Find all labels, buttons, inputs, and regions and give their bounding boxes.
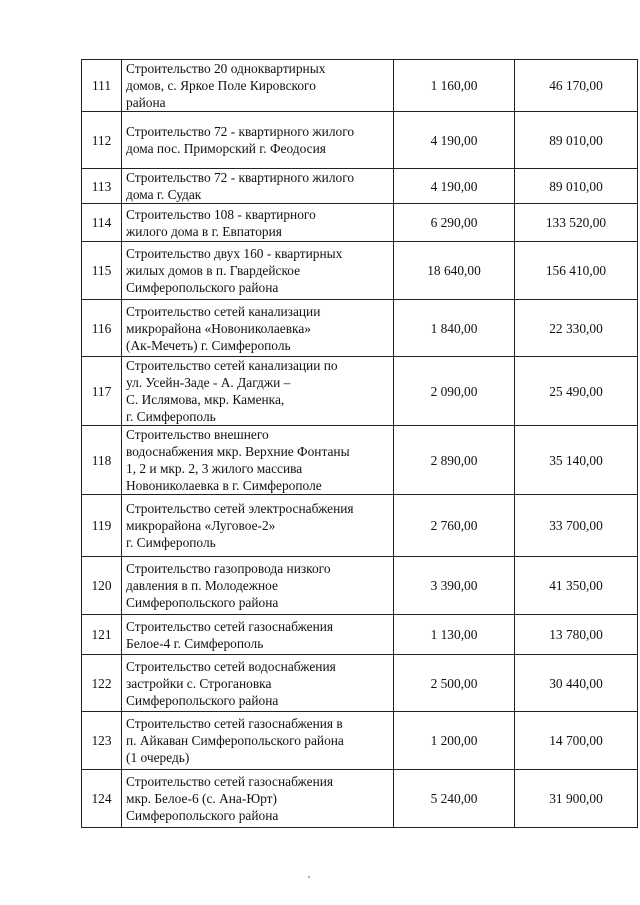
object-name-line: Новониколаевка в г. Симферополе [126, 478, 322, 493]
amount-value-1: 2 090,00 [394, 357, 515, 426]
object-name [122, 60, 394, 112]
object-name [122, 357, 394, 426]
object-name-line: жилого дома в г. Евпатория [126, 223, 282, 239]
objects-table [81, 59, 638, 828]
object-name-line: Строительство газопровода низкого [126, 561, 331, 576]
table-body [82, 60, 638, 828]
amount-value-1: 5 240,00 [394, 770, 515, 828]
object-name-line: Строительство сетей канализации по [126, 358, 338, 373]
object-name-line: микрорайона «Луговое-2» [126, 518, 276, 533]
amount-value-2: 30 440,00 [515, 655, 638, 712]
object-name [122, 495, 394, 557]
object-name [122, 242, 394, 300]
object-name [122, 112, 394, 169]
object-name-line: Строительство сетей канализации [126, 303, 321, 319]
amount-value-2: 133 520,00 [515, 204, 638, 242]
object-name-line: мкр. Белое-6 (с. Ана-Юрт) [126, 791, 277, 806]
amount-value-2: 22 330,00 [515, 300, 638, 357]
object-name [122, 615, 394, 655]
row-number: 120 [82, 557, 122, 615]
object-name [122, 204, 394, 242]
object-name [122, 300, 394, 357]
object-name [122, 655, 394, 712]
table-row [82, 204, 638, 242]
object-name-line: 1, 2 и мкр. 2, 3 жилого массива [126, 461, 303, 476]
table-row [82, 712, 638, 770]
row-number: 112 [82, 112, 122, 169]
object-name-line: Симферопольского района [126, 280, 279, 295]
table-row [82, 60, 638, 112]
object-name-line: Строительство 72 - квартирного жилого [126, 124, 355, 139]
object-name [122, 712, 394, 770]
row-number: 115 [82, 242, 122, 300]
table-row [82, 242, 638, 300]
amount-value-1: 1 160,00 [394, 60, 515, 112]
object-name [122, 557, 394, 615]
amount-value-2: 46 170,00 [515, 60, 638, 112]
object-name [122, 426, 394, 495]
table-row [82, 615, 638, 655]
object-name-line: ул. Усейн-Заде - А. Дагджи – [126, 375, 291, 390]
object-name-line: Строительство сетей электроснабжения [126, 501, 354, 516]
object-name-line: микрорайона «Новониколаевка» [126, 320, 311, 336]
object-name [122, 169, 394, 204]
table-row [82, 495, 638, 557]
row-number: 116 [82, 300, 122, 357]
row-number: 114 [82, 204, 122, 242]
amount-value-1: 1 200,00 [394, 712, 515, 770]
amount-value-2: 156 410,00 [515, 242, 638, 300]
object-name-line: п. Айкаван Симферопольского района [126, 733, 344, 748]
object-name-line: жилых домов в п. Гвардейское [126, 263, 301, 278]
row-number: 122 [82, 655, 122, 712]
amount-value-2: 31 900,00 [515, 770, 638, 828]
object-name-line: Строительство сетей газоснабжения [126, 618, 334, 634]
object-name-line: Строительство сетей газоснабжения [126, 774, 334, 789]
row-number: 117 [82, 357, 122, 426]
table-row [82, 770, 638, 828]
amount-value-2: 13 780,00 [515, 615, 638, 655]
row-number: 111 [82, 60, 122, 112]
amount-value-1: 2 760,00 [394, 495, 515, 557]
object-name-line: г. Симферополь [126, 409, 216, 424]
amount-value-1: 2 890,00 [394, 426, 515, 495]
object-name-line: давления в п. Молодежное [126, 578, 278, 593]
table-row [82, 169, 638, 204]
amount-value-2: 25 490,00 [515, 357, 638, 426]
amount-value-1: 4 190,00 [394, 112, 515, 169]
object-name-line: (Ак-Мечеть) г. Симферополь [126, 337, 291, 353]
amount-value-2: 14 700,00 [515, 712, 638, 770]
object-name-line: Симферопольского района [126, 808, 279, 823]
table-row [82, 426, 638, 495]
table-row [82, 300, 638, 357]
row-number: 121 [82, 615, 122, 655]
amount-value-2: 35 140,00 [515, 426, 638, 495]
object-name-line: домов, с. Яркое Поле Кировского [126, 78, 316, 93]
object-name-line: Симферопольского района [126, 595, 279, 610]
amount-value-1: 4 190,00 [394, 169, 515, 204]
object-name-line: Симферопольского района [126, 692, 279, 708]
amount-value-1: 6 290,00 [394, 204, 515, 242]
object-name-line: застройки с. Строгановка [126, 675, 272, 691]
object-name-line: С. Ислямова, мкр. Каменка, [126, 392, 285, 407]
object-name-line: Строительство 20 одноквартирных [126, 61, 326, 76]
object-name-line: Строительство 72 - квартирного жилого [126, 170, 355, 185]
row-number: 113 [82, 169, 122, 204]
table-row [82, 655, 638, 712]
row-number: 119 [82, 495, 122, 557]
row-number: 124 [82, 770, 122, 828]
row-number: 118 [82, 426, 122, 495]
amount-value-1: 1 840,00 [394, 300, 515, 357]
object-name-line: водоснабжения мкр. Верхние Фонтаны [126, 444, 350, 459]
table-row [82, 357, 638, 426]
amount-value-1: 1 130,00 [394, 615, 515, 655]
object-name-line: Строительство сетей газоснабжения в [126, 716, 343, 731]
object-name-line: Строительство 108 - квартирного [126, 206, 316, 222]
object-name-line: г. Симферополь [126, 535, 216, 550]
amount-value-2: 41 350,00 [515, 557, 638, 615]
object-name-line: Строительство сетей водоснабжения [126, 658, 336, 674]
table-row [82, 557, 638, 615]
amount-value-2: 89 010,00 [515, 112, 638, 169]
object-name-line: Строительство внешнего [126, 427, 269, 442]
amount-value-1: 2 500,00 [394, 655, 515, 712]
object-name [122, 770, 394, 828]
object-name-line: Строительство двух 160 - квартирных [126, 246, 343, 261]
object-name-line: дома пос. Приморский г. Феодосия [126, 141, 326, 156]
amount-value-2: 89 010,00 [515, 169, 638, 204]
amount-value-2: 33 700,00 [515, 495, 638, 557]
object-name-line: (1 очередь) [126, 750, 190, 765]
amount-value-1: 3 390,00 [394, 557, 515, 615]
object-name-line: Белое-4 г. Симферополь [126, 635, 264, 651]
object-name-line: района [126, 95, 166, 110]
scan-dot [308, 876, 310, 878]
amount-value-1: 18 640,00 [394, 242, 515, 300]
object-name-line: дома г. Судак [126, 187, 202, 202]
table-row [82, 112, 638, 169]
row-number: 123 [82, 712, 122, 770]
